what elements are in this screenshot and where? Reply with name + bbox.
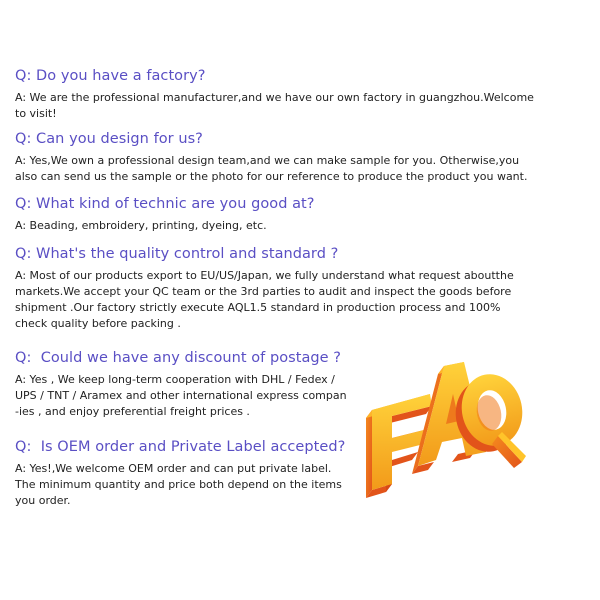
faq-3d-letters-icon	[352, 352, 530, 500]
faq-answer-line: The minimum quantity and price both depend on the items	[15, 478, 342, 491]
faq-item-oem	[15, 438, 345, 509]
faq-answer-line: -ies , and enjoy preferential freight prices .	[15, 405, 250, 418]
faq-answer-line: check quality before packing .	[15, 317, 181, 330]
faq-item-postage	[15, 349, 347, 420]
faq-answer	[15, 461, 345, 509]
faq-answer-line: A: Yes , We keep long-term cooperation with DHL / Fedex /	[15, 373, 335, 386]
faq-answer-line: you order.	[15, 494, 71, 507]
faq-answer	[15, 218, 315, 234]
faq-question: Q: Is OEM order and Private Label accepted?	[15, 439, 346, 455]
faq-answer-line: A: Yes,We own a professional design team,and we can make sample for you. Otherwise,you	[15, 154, 520, 167]
faq-question: Q: What kind of technic are you good at?	[15, 196, 315, 212]
faq-answer	[15, 372, 347, 420]
faq-question: Q: What's the quality control and standard ?	[15, 246, 339, 262]
faq-answer	[15, 153, 527, 185]
faq-question: Q: Can you design for us?	[15, 131, 203, 147]
faq-answer-line: A: We are the professional manufacturer,and we have our own factory in guangzhou.Welcome	[15, 91, 534, 104]
faq-answer-line: to visit!	[15, 107, 57, 120]
faq-item-design	[15, 130, 527, 185]
faq-item-technic	[15, 195, 315, 234]
faq-question: Q: Could we have any discount of postage ?	[15, 350, 342, 366]
faq-answer-line: UPS / TNT / Aramex and other international express compan	[15, 389, 347, 402]
faq-answer-line: markets.We accept your QC team or the 3rd parties to audit and inspect the goods before	[15, 285, 512, 298]
faq-answer-line: also can send us the sample or the photo for our reference to produce the product you want.	[15, 170, 528, 183]
faq-answer-line: A: Most of our products export to EU/US/Japan, we fully understand what request aboutthe	[15, 269, 514, 282]
faq-answer-line: A: Beading, embroidery, printing, dyeing, etc.	[15, 219, 267, 232]
faq-question: Q: Do you have a factory?	[15, 68, 206, 84]
faq-item-quality	[15, 245, 514, 332]
faq-answer-line: shipment .Our factory strictly execute AQL1.5 standard in production process and 100%	[15, 301, 501, 314]
faq-answer-line: A: Yes!,We welcome OEM order and can put private label.	[15, 462, 332, 475]
faq-answer	[15, 268, 514, 332]
faq-item-factory	[15, 67, 534, 122]
faq-answer	[15, 90, 534, 122]
